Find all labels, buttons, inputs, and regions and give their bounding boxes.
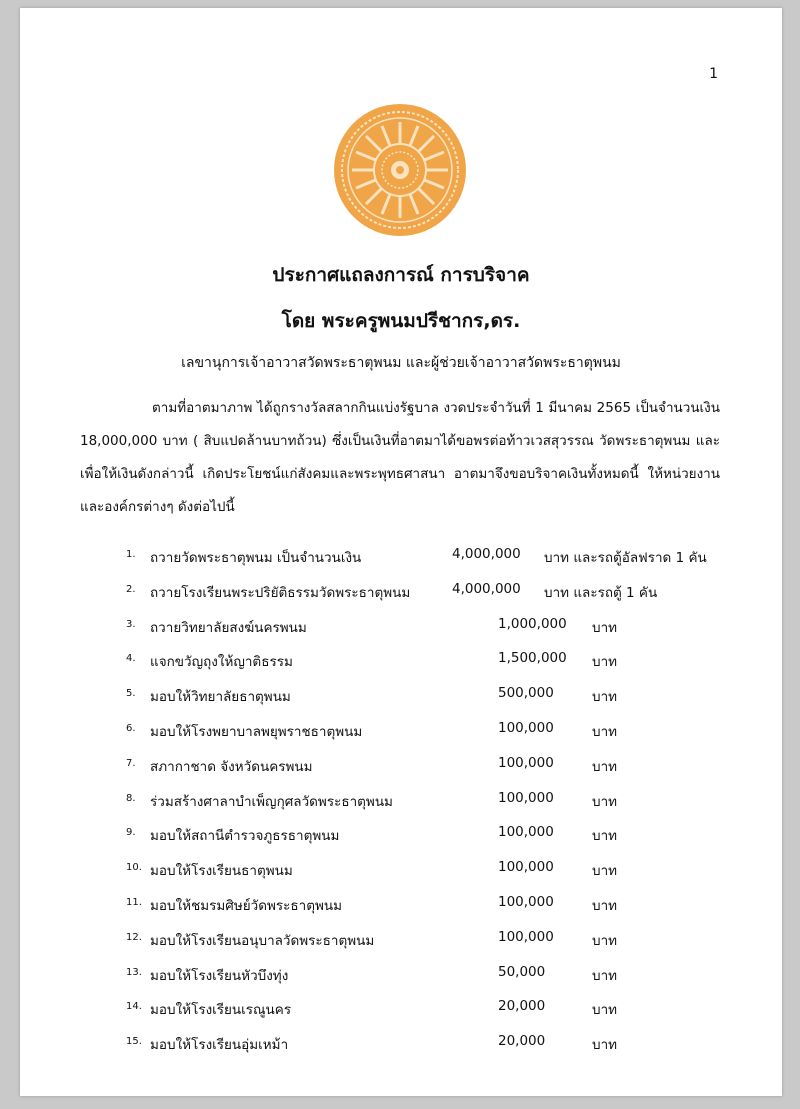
announcement-byline: โดย พระครูพนมปรีชากร,ดร. (281, 310, 521, 332)
dharma-wheel-seal-icon (332, 102, 468, 238)
donation-recipient: มอบให้โรงเรียนอุ่มเหม้า (150, 1037, 289, 1054)
donation-row (20, 714, 782, 746)
donation-row (20, 958, 782, 990)
donation-number: 12. (126, 931, 142, 943)
donation-row (20, 1027, 782, 1059)
donation-amount: 1,000,000 (498, 615, 567, 632)
donation-row (20, 818, 782, 850)
donation-recipient: มอบให้โรงเรียนธาตุพนม (150, 863, 293, 880)
announcement-title: ประกาศแถลงการณ์ การบริจาค (272, 264, 530, 286)
donation-recipient: สภากาชาด จังหวัดนครพนม (150, 758, 313, 775)
announcement-paragraph: ตามที่อาตมาภาพ ได้ถูกรางวัลสลากกินแบ่งรัฐบาล งวดประจำวันที่ 1 มีนาคม 2565 เป็นจำนวนเงิน 18,000,000 บาท ( สิบแปดล้านบาทถ้วน) ซึ่งเป็นเงินที่อาตมาได้ขอพรต่อท้าวเวสสุวรรณ วัดพระธาตุพนม และเพื่อให้เงินดังกล่าวนี้ เกิดประโยชน์แก่สังคมและพระพุทธศาสนา อาตมาจึงขอบริจาคเงินทั้งหมดนี้ ให้หน่วยงานและองค์กรต่างๆ ดังต่อไปนี้ (80, 400, 720, 515)
donation-amount: 50,000 (498, 963, 546, 980)
donation-amount: 100,000 (498, 824, 554, 841)
donation-amount: 20,000 (498, 1033, 546, 1050)
document-page (20, 8, 782, 1096)
donation-amount: 20,000 (498, 998, 546, 1015)
donation-number: 11. (126, 897, 142, 908)
donation-unit: บาท (592, 898, 618, 914)
donation-recipient: มอบให้ชมรมศิษย์วัดพระธาตุพนม (150, 898, 343, 914)
donation-recipient: มอบให้สถานีตำรวจภูธรธาตุพนม (150, 828, 340, 845)
donation-number: 10. (126, 862, 142, 874)
donation-number: 1. (126, 549, 136, 560)
donation-recipient: มอบให้โรงพยาบาลพยุพราชธาตุพนม (150, 724, 363, 740)
donation-amount: 100,000 (498, 754, 554, 771)
donation-recipient: มอบให้โรงเรียนอนุบาลวัดพระธาตุพนม (150, 932, 375, 949)
donation-recipient: ถวายวัดพระธาตุพนม เป็นจำนวนเงิน (150, 550, 362, 566)
donation-row (20, 540, 782, 572)
donation-row (20, 749, 782, 781)
donation-row (20, 679, 782, 711)
donation-unit: บาท (592, 932, 618, 949)
donation-row (20, 784, 782, 816)
donation-amount: 100,000 (498, 928, 554, 945)
donation-amount: 100,000 (498, 789, 554, 806)
donation-amount: 500,000 (498, 685, 554, 702)
donation-recipient: มอบให้โรงเรียนหัวบึงทุ่ง (150, 967, 289, 984)
donation-number: 15. (126, 1036, 142, 1048)
donation-unit: บาท (592, 828, 618, 845)
donation-number: 9. (126, 827, 136, 839)
donation-row (20, 853, 782, 885)
donation-unit: บาท (592, 724, 618, 740)
donation-recipient: ถวายโรงเรียนพระปริยัติธรรมวัดพระธาตุพนม (150, 584, 411, 601)
donation-amount: 100,000 (498, 720, 554, 736)
donation-unit: บาท (592, 654, 618, 671)
donation-unit: บาท (592, 863, 618, 880)
donation-unit: บาท (592, 689, 618, 706)
donation-row (20, 610, 782, 642)
donation-amount: 100,000 (498, 859, 554, 876)
donation-number: 13. (126, 966, 142, 978)
donation-number: 8. (126, 792, 136, 804)
donation-unit: บาท (592, 758, 618, 775)
donation-unit: บาท (592, 793, 618, 810)
donation-unit: บาท (592, 619, 618, 636)
donation-unit: บาท (592, 1037, 618, 1054)
donation-number: 6. (126, 723, 136, 734)
donation-number: 14. (126, 1001, 142, 1013)
donation-number: 4. (126, 653, 136, 665)
donation-recipient: ร่วมสร้างศาลาบำเพ็ญกุศลวัดพระธาตุพนม (150, 793, 393, 810)
donation-recipient: ถวายวิทยาลัยสงฆ์นครพนม (150, 619, 307, 636)
donation-row (20, 888, 782, 920)
donation-row (20, 923, 782, 955)
donation-row (20, 575, 782, 607)
donation-number: 3. (126, 618, 136, 630)
donation-amount: 4,000,000 (452, 580, 521, 597)
donation-amount: 4,000,000 (452, 546, 521, 562)
donation-amount: 100,000 (498, 894, 554, 910)
donation-recipient: แจกขวัญถุงให้ญาติธรรม (150, 654, 293, 671)
donation-unit: บาท และรถตู้ 1 คัน (544, 584, 658, 601)
donation-amount: 1,500,000 (498, 650, 567, 667)
donation-unit: บาท (592, 1002, 618, 1019)
page-number: 1 (709, 66, 718, 82)
donation-recipient: มอบให้วิทยาลัยธาตุพนม (150, 689, 291, 706)
donation-row (20, 992, 782, 1024)
donation-unit: บาท และรถตู้อัลฟราด 1 คัน (544, 550, 707, 566)
donation-number: 5. (126, 688, 136, 700)
author-position: เลขานุการเจ้าอาวาสวัดพระธาตุพนม และผู้ช่วยเจ้าอาวาสวัดพระธาตุพนม (181, 355, 621, 371)
donation-row (20, 644, 782, 676)
donation-recipient: มอบให้โรงเรียนเรณูนคร (150, 1002, 292, 1019)
donation-number: 2. (126, 583, 136, 595)
donation-number: 7. (126, 757, 136, 769)
donation-unit: บาท (592, 967, 618, 984)
